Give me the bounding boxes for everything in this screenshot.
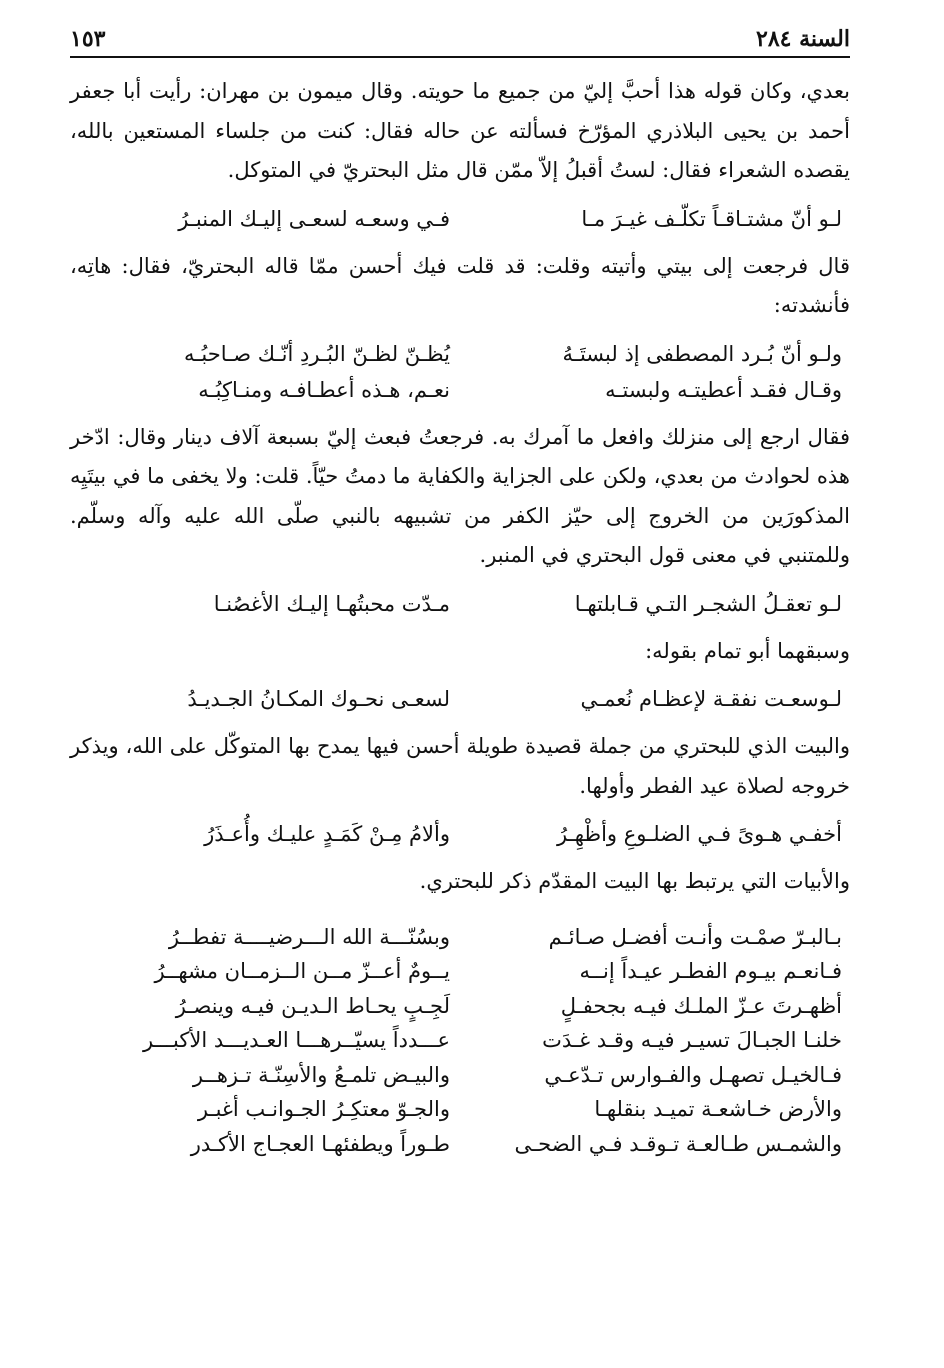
poem-verse	[70, 920, 850, 955]
paragraph-6: والأبيات التي يرتبط بها البيت المقدّم ذكر للبحتري.	[419, 869, 850, 893]
poem-verse-first-hemistich: بـالبـرّ صمْـت وأنـت أفضـل صـائـم	[548, 924, 842, 949]
poem-verse-second-hemistich: وبسُنّـــة الله الـــرضيــــة تفطــرُ	[168, 924, 450, 949]
verse-6-second-hemistich: وألامُ مِـنْ كَمَـدٍ عليـك وأُعـذَرُ	[204, 822, 450, 846]
verse-1-first-hemistich: لـو أنّ مشتـاقـاً تكلّـف غيـرَ مـا	[581, 206, 842, 231]
poem-verse-first-hemistich: خلنـا الجبـالَ تسيـر فيـه وقـد غـدَت	[542, 1028, 842, 1052]
verse-2-second-hemistich: يُظـنّ لظـنّ البُـردِ أنّـك صـاحبُـه	[184, 341, 450, 366]
verse-2-first-hemistich: ولـو أنّ بُـرد المصطفى إذ لبستَـهُ	[562, 341, 842, 366]
verse-4-first-hemistich: لـو تعقـلُ الشجـر التـي قـابلتهـا	[574, 591, 842, 616]
paragraph-4: وسبقهما أبو تمام بقوله:	[645, 638, 850, 663]
poem-verse-first-hemistich: أظهـرتَ عـزّ الملـك فيـه بجحفـلٍ	[560, 993, 842, 1018]
poem-verse-first-hemistich: والأرض خـاشعـة تميـد بنقلهـا	[594, 1097, 842, 1121]
poem-verse-second-hemistich: والبيـض تلمـعُ والأسِنّـة تـزهــر	[192, 1062, 450, 1087]
poem-verse-second-hemistich: طـوراً ويطفئهـا العجـاج الأكـدر	[190, 1131, 450, 1156]
poem-verse-second-hemistich: لَجِـبٍ يحـاط الـديـن فيـه وينصـرُ	[175, 993, 450, 1018]
poem-verse-second-hemistich: يــومٌ أعــزّ مــن الــزمــان مشهــرُ	[154, 959, 450, 983]
paragraph-1: بعدي، وكان قوله هذا أحبَّ إليّ من جميع ما حويته. وقال ميمون بن مهران: رأيت أبا جعفر أحمد بن يحيى البلاذري المؤرّخ فسألته عن حاله فقال: كنت من جلساء المستعين بالله، يقصده الشعراء فقال: لستُ أقبلُ إلاّ ممّن قال مثل البحتريّ في المتوكل.	[70, 79, 850, 182]
verse-6-first-hemistich: أخفـي هـوىً فـي الضلـوعِ وأظْهِـرُ	[556, 822, 842, 846]
verse-5	[70, 681, 850, 717]
year-label: السنة ٢٨٤	[756, 26, 850, 52]
poem-verse-first-hemistich: فـانعـم بيـوم الفطـر عيـداً إنــه	[579, 959, 842, 983]
verse-1-second-hemistich: فـي وسعـه لسعـى إليـك المنبـرُ	[178, 206, 450, 231]
verse-5-second-hemistich: لسعـى نحـوك المكـانُ الجـديـدُ	[187, 687, 450, 711]
verse-3-second-hemistich: نعـم، هـذه أعطـافـه ومنـاكِبُـه	[198, 377, 450, 402]
poem-verse-first-hemistich: فـالخيـل تصهـل والفـوارس تـدّعـي	[544, 1062, 842, 1087]
verse-3-first-hemistich: وقـال فقـد أعطيتـه ولبستـه	[605, 377, 842, 402]
paragraph-5: والبيت الذي للبحتري من جملة قصيدة طويلة أحسن فيها يمدح بها المتوكّل على الله، ويذكر خروجه لصلاة عيد الفطر وأولها.	[70, 734, 850, 798]
poem-verse	[70, 954, 850, 989]
poem-verse-second-hemistich: عـــدداً يسيّــرهـــا العـديـــد الأكبـــر	[142, 1028, 450, 1052]
poem-verse-first-hemistich: والشمـس طـالعـة تـوقـد فـي الضحـى	[514, 1131, 842, 1156]
verse-5-first-hemistich: لـوسعـت نفقـة لإعظـام نُعمـي	[580, 687, 842, 711]
paragraph-3: فقال ارجع إلى منزلك وافعل ما آمرك به. فرجعتُ فبعث إليّ بسبعة آلاف دينار وقال: ادّخر هذه لحوادث من بعدي، ولكن على الجزاية والكفاية ما دمتُ حيّاً. قلت: ولا يخفى ما في بيتَيِه المذكورَين من الخروج إلى حيّز الكفر من تشبيهه بالنبي صلّى الله عليه وآله وسلّم. وللمتنبي في معنى قول البحتري في المنبر.	[70, 424, 850, 567]
page-number: ١٥٣	[70, 26, 106, 52]
verse-1	[70, 201, 850, 237]
poem	[70, 920, 850, 1162]
poem-verse	[70, 1127, 850, 1162]
verse-4	[70, 586, 850, 622]
paragraph-2: قال فرجعت إلى بيتي وأتيته وقلت: قد قلت فيك أحسن ممّا قاله البحتريّ، فقال: هاتِه، فأنشدته:	[70, 253, 850, 317]
verse-2	[70, 336, 850, 372]
poem-verse	[70, 989, 850, 1024]
verse-4-second-hemistich: مـدّت محبتُهـا إليـك الأغصُنـا	[213, 591, 450, 616]
poem-verse-second-hemistich: والجـوّ معتكِـرُ الجـوانـب أغبـر	[197, 1097, 450, 1121]
book-page	[70, 20, 850, 1161]
verse-3	[70, 372, 850, 408]
poem-verse	[70, 1092, 850, 1127]
verse-6	[70, 816, 850, 852]
page-header	[70, 20, 850, 58]
poem-verse	[70, 1023, 850, 1058]
poem-verse	[70, 1058, 850, 1093]
